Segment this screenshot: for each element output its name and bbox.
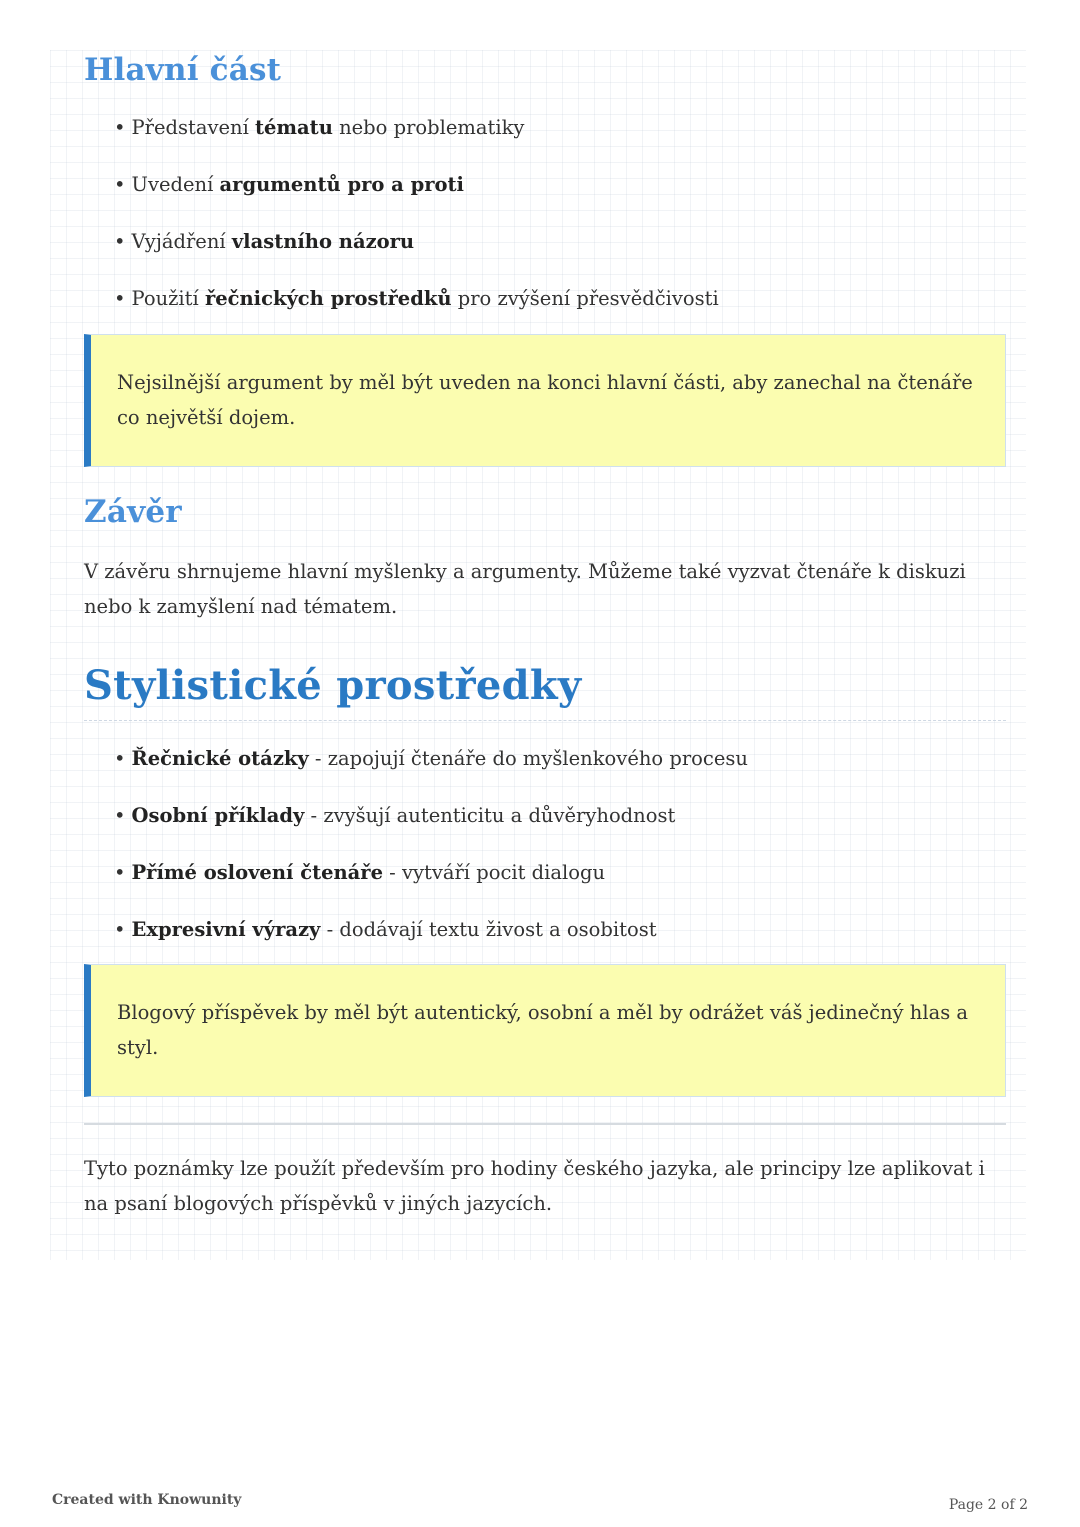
list-item: • Přímé oslovení čtenáře - vytváří pocit dialogu bbox=[114, 861, 606, 884]
bullet-dot-icon: • bbox=[114, 173, 126, 196]
bullet-dot-icon: • bbox=[114, 230, 126, 253]
notes-sheet bbox=[50, 50, 1026, 1260]
main-part-callout bbox=[84, 334, 1006, 467]
list-item: • Představení tématu nebo problematiky bbox=[114, 116, 525, 139]
list-item: • Vyjádření vlastního názoru bbox=[114, 230, 415, 253]
section-heading-main-part: Hlavní část bbox=[84, 52, 282, 88]
list-item: • Expresivní výrazy - dodávají textu živost a osobitost bbox=[114, 918, 657, 941]
main-part-bullet-list bbox=[84, 114, 1014, 342]
bullet-dot-icon: • bbox=[114, 804, 126, 827]
conclusion-text: V závěru shrnujeme hlavní myšlenky a argumenty. Můžeme také vyzvat čtenáře k diskuzi nebo k zamyšlení nad tématem. bbox=[84, 560, 966, 618]
callout-text: Blogový příspěvek by měl být autentický, osobní a měl by odrážet váš jedinečný hlas a styl. bbox=[117, 1001, 969, 1059]
section-heading-conclusion: Závěr bbox=[84, 494, 182, 530]
bullet-dot-icon: • bbox=[114, 918, 126, 941]
page-number: Page 2 of 2 bbox=[948, 1497, 1028, 1513]
divider bbox=[84, 1123, 1006, 1125]
callout-text: Nejsilnější argument by měl být uveden na konci hlavní části, aby zanechal na čtenáře co největší dojem. bbox=[117, 371, 973, 429]
created-with-label: Created with Knowunity bbox=[52, 1492, 242, 1508]
section-title-stylistic: Stylistické prostředky bbox=[84, 662, 582, 709]
bullet-dot-icon: • bbox=[114, 116, 126, 139]
list-item: • Použití řečnických prostředků pro zvýšení přesvědčivosti bbox=[114, 287, 719, 310]
list-item: • Uvedení argumentů pro a proti bbox=[114, 173, 464, 196]
closing-note: Tyto poznámky lze použít především pro hodiny českého jazyka, ale principy lze aplikovat i na psaní blogových příspěvků v jiných jazycích. bbox=[84, 1157, 985, 1215]
stylistic-callout bbox=[84, 964, 1006, 1097]
list-item: • Osobní příklady - zvyšují autenticitu a důvěryhodnost bbox=[114, 804, 676, 827]
bullet-dot-icon: • bbox=[114, 287, 126, 310]
title-underline bbox=[84, 662, 1006, 721]
stylistic-bullet-list bbox=[84, 745, 1014, 973]
bullet-dot-icon: • bbox=[114, 747, 126, 770]
list-item: • Řečnické otázky - zapojují čtenáře do myšlenkového procesu bbox=[114, 747, 748, 770]
bullet-dot-icon: • bbox=[114, 861, 126, 884]
